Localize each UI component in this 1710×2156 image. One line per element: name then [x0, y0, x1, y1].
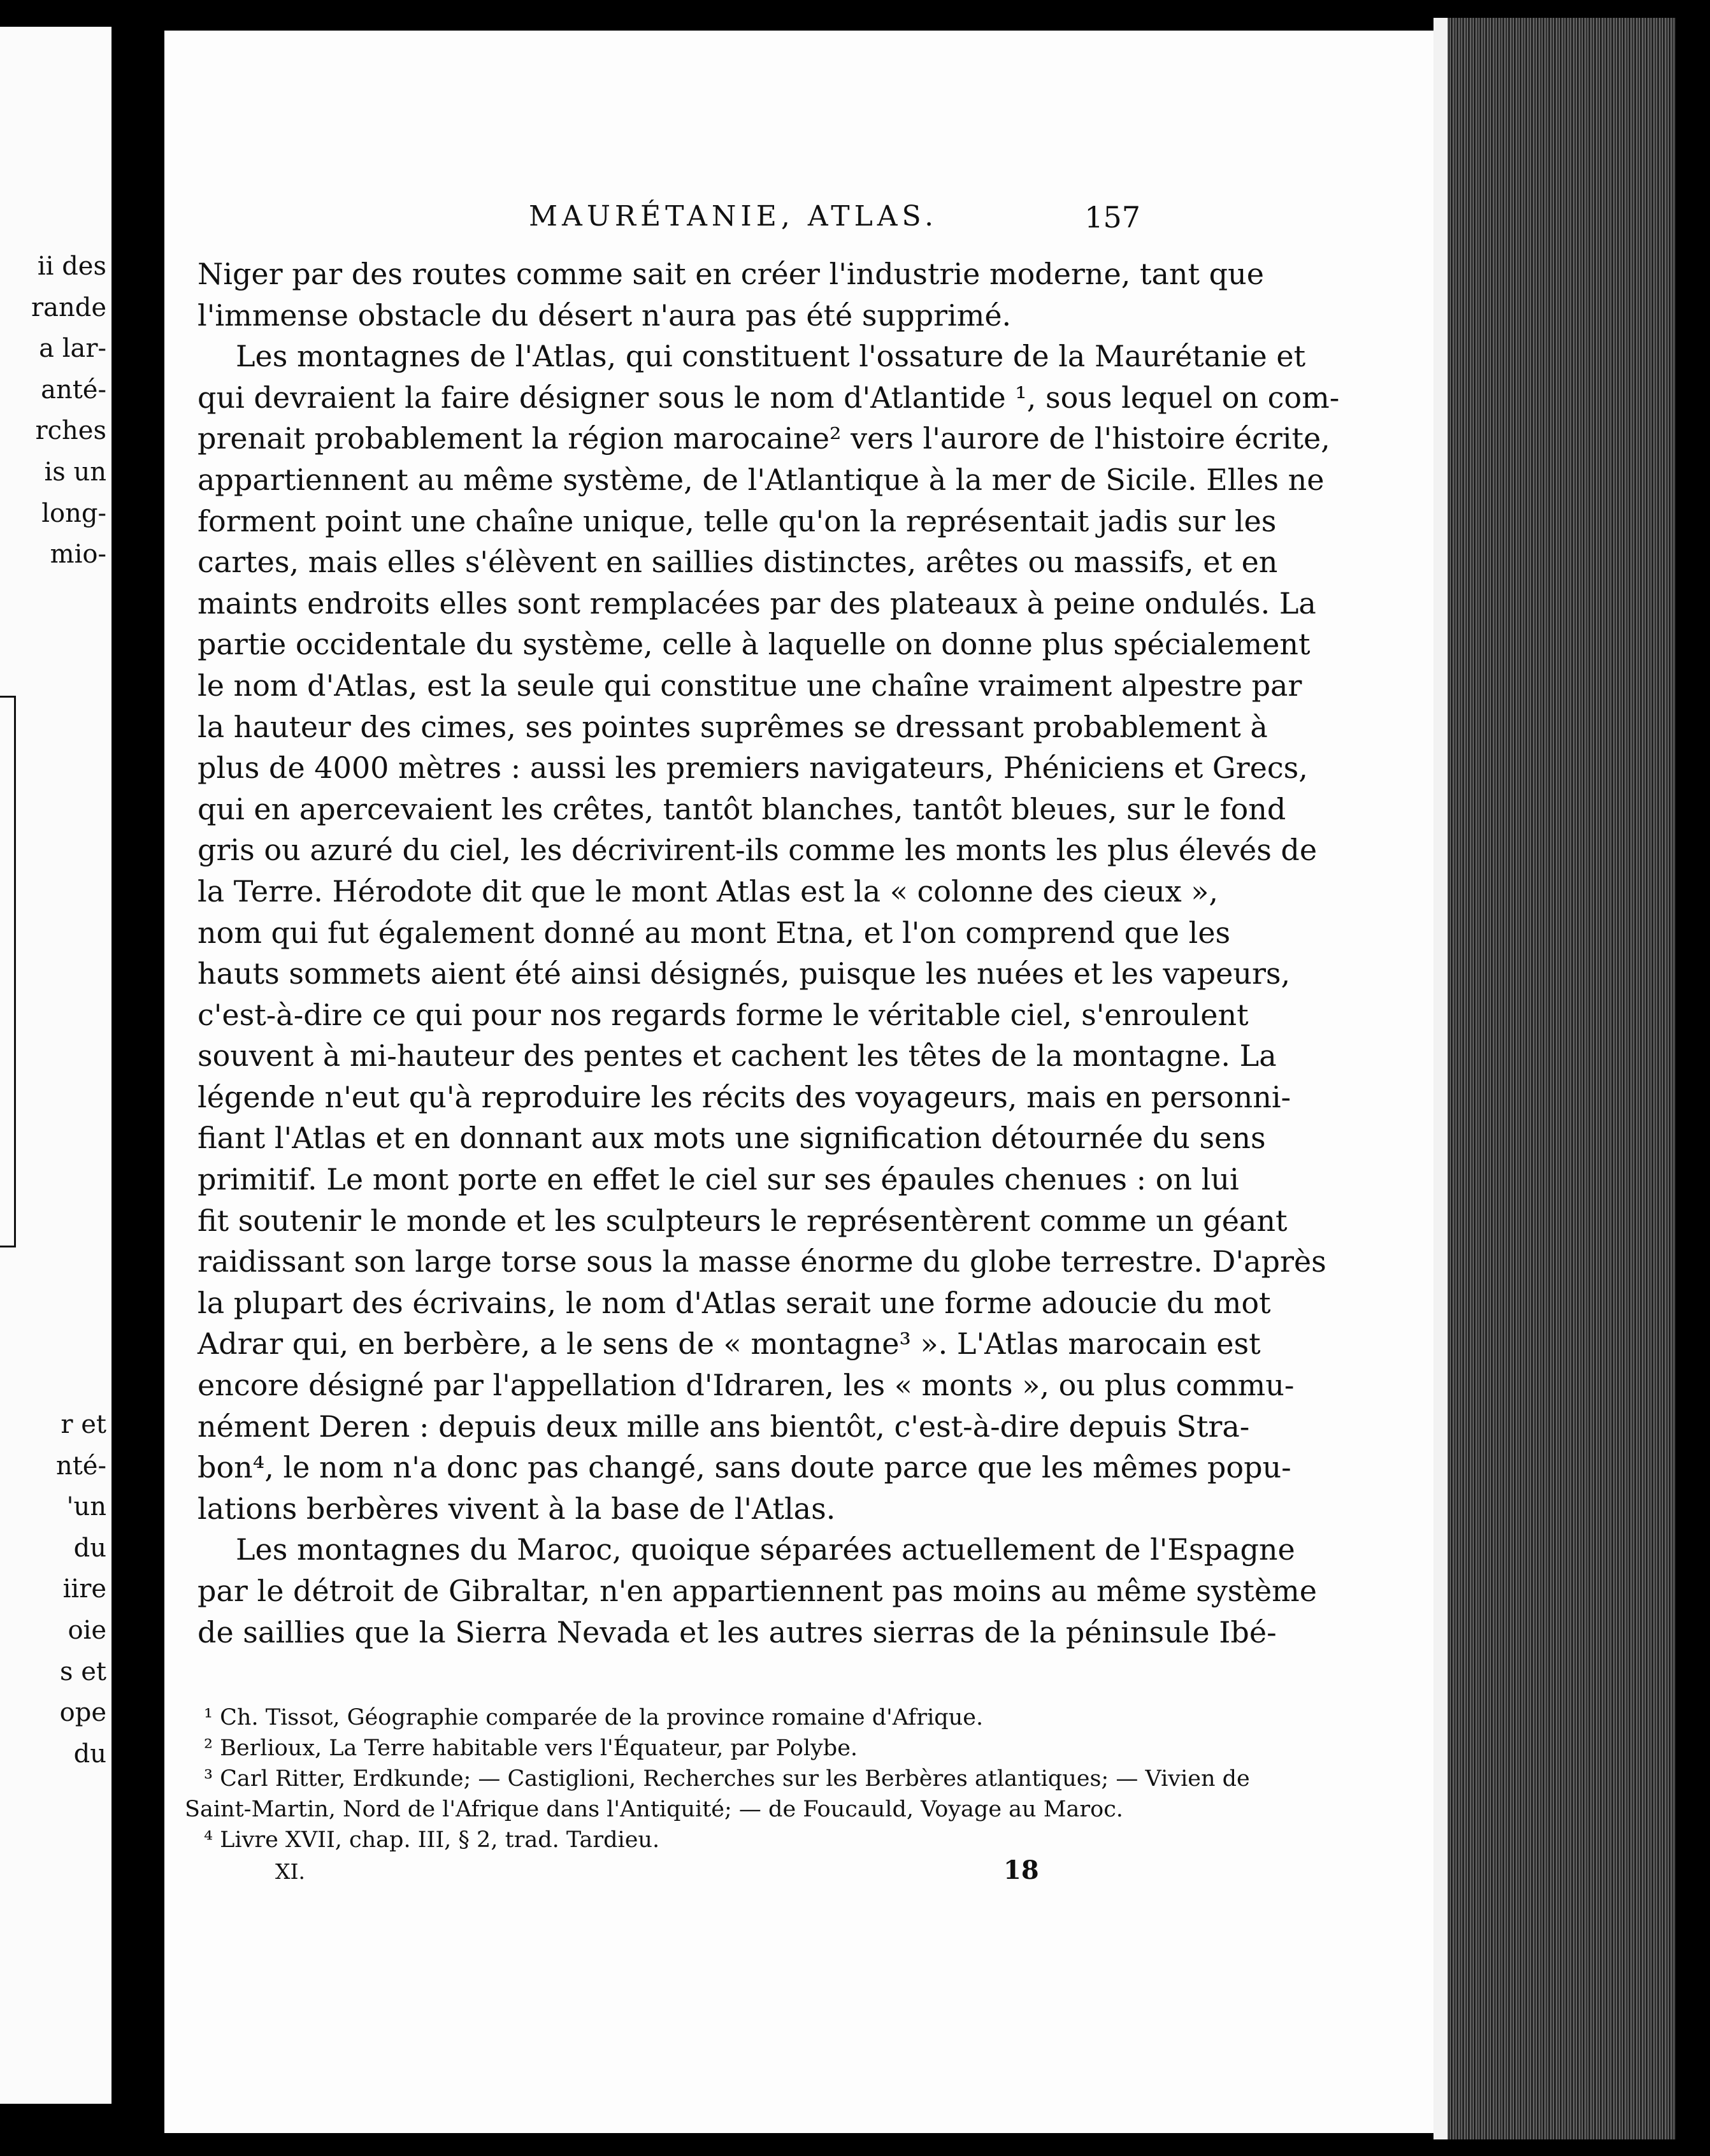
text-line: légende n'eut qu'à reproduire les récits des voyageurs, mais en personni-	[198, 1079, 1291, 1114]
footnote-3-continued: Saint-Martin, Nord de l'Afrique dans l'Antiquité; — de Foucauld, Voyage au Maroc.	[185, 1797, 1123, 1822]
text-line: Les montagnes de l'Atlas, qui constituent l'ossature de la Maurétanie et	[236, 339, 1306, 374]
text-line: par le détroit de Gibraltar, n'en appartiennent pas moins au même système	[198, 1574, 1317, 1608]
text-line: maints endroits elles sont remplacées par des plateaux à peine ondulés. La	[198, 586, 1316, 621]
text-line: qui en apercevaient les crêtes, tantôt blanches, tantôt bleues, sur le fond	[198, 791, 1286, 826]
text-line: qui devraient la faire désigner sous le nom d'Atlantide ¹, sous lequel on com-	[198, 380, 1340, 415]
text-line: hauts sommets aient été ainsi désignés, puisque les nuées et les vapeurs,	[198, 956, 1291, 991]
text-line: Les montagnes du Maroc, quoique séparées actuellement de l'Espagne	[236, 1532, 1295, 1567]
sheet-number: 18	[1003, 1855, 1039, 1885]
footnotes	[185, 1702, 1250, 1855]
facing-page-fragment: is un	[44, 457, 106, 487]
text-line: appartiennent au même système, de l'Atlantique à la mer de Sicile. Elles ne	[198, 462, 1325, 497]
facing-page-fragment: ii des	[37, 252, 106, 281]
facing-page-fragment: 'un	[66, 1492, 106, 1522]
text-line: fit soutenir le monde et les sculpteurs le représentèrent comme un géant	[198, 1203, 1288, 1238]
text-line: la Terre. Hérodote dit que le mont Atlas est la « colonne des cieux »,	[198, 873, 1219, 909]
footnote-4: ⁴ Livre XVII, chap. III, § 2, trad. Tardieu.	[204, 1827, 660, 1853]
text-line: cartes, mais elles s'élèvent en saillies distinctes, arêtes ou massifs, et en	[198, 545, 1278, 580]
text-line: encore désigné par l'appellation d'Idraren, les « monts », ou plus commu-	[198, 1368, 1295, 1403]
text-line: c'est-à-dire ce qui pour nos regards forme le véritable ciel, s'enroulent	[198, 997, 1249, 1032]
facing-page-fragment: nté-	[55, 1451, 106, 1481]
facing-page-fragment: long-	[41, 498, 106, 528]
text-line: raidissant son large torse sous la masse énorme du globe terrestre. D'après	[198, 1244, 1326, 1279]
volume-signature: XI.	[275, 1859, 306, 1884]
text-line: de saillies que la Sierra Nevada et les autres sierras de la péninsule Ibé-	[198, 1614, 1277, 1649]
facing-page-fragment: du	[73, 1533, 106, 1563]
text-line: nément Deren : depuis deux mille ans bientôt, c'est-à-dire depuis Stra-	[198, 1409, 1250, 1444]
facing-page-fragment: a lar-	[39, 334, 106, 364]
running-title: MAURÉTANIE, ATLAS.	[529, 200, 938, 233]
footnote-2: ² Berlioux, La Terre habitable vers l'Équateur, par Polybe.	[204, 1736, 858, 1761]
body-text	[198, 254, 1340, 1653]
text-line: Niger par des routes comme sait en créer l'industrie moderne, tant que	[198, 257, 1264, 291]
text-line: partie occidentale du système, celle à laquelle on donne plus spécialement	[198, 627, 1311, 662]
text-line: Adrar qui, en berbère, a le sens de « montagne³ ». L'Atlas marocain est	[198, 1326, 1261, 1362]
facing-page-fragment: mio-	[50, 540, 106, 570]
facing-page-fragment: ope	[59, 1698, 106, 1728]
facing-page-fragment: rches	[35, 416, 106, 446]
text-line: fiant l'Atlas et en donnant aux mots une signification détournée du sens	[198, 1121, 1266, 1156]
text-line: la hauteur des cimes, ses pointes suprêmes se dressant probablement à	[198, 709, 1268, 744]
page-number: 157	[1084, 200, 1140, 234]
facing-page-fragment: iire	[62, 1574, 106, 1604]
facing-page-rule	[0, 696, 16, 1247]
facing-page-fragment: s et	[60, 1657, 106, 1686]
text-line: nom qui fut également donné au mont Etna, et l'on comprend que les	[198, 915, 1231, 950]
footnote-1: ¹ Ch. Tissot, Géographie comparée de la province romaine d'Afrique.	[204, 1705, 984, 1730]
text-line: plus de 4000 mètres : aussi les premiers navigateurs, Phéniciens et Grecs,	[198, 751, 1308, 786]
text-line: le nom d'Atlas, est la seule qui constitue une chaîne vraiment alpestre par	[198, 668, 1302, 703]
footnote-3: ³ Carl Ritter, Erdkunde; — Castiglioni, Recherches sur les Berbères atlantiques; — Vivien de	[204, 1766, 1250, 1792]
facing-page-fragment: r et	[61, 1410, 106, 1439]
page-stack-edges	[1433, 18, 1676, 2139]
facing-page-edge	[0, 27, 111, 2104]
facing-page-fragment: anté-	[41, 375, 106, 405]
text-line: gris ou azuré du ciel, les décrivirent-ils comme les monts les plus élevés de	[198, 833, 1318, 868]
text-line: l'immense obstacle du désert n'aura pas été supprimé.	[198, 298, 1012, 333]
page-header	[198, 200, 1140, 236]
facing-page-fragment: oie	[68, 1616, 106, 1645]
text-line: souvent à mi-hauteur des pentes et cachent les têtes de la montagne. La	[198, 1038, 1277, 1074]
text-line: lations berbères vivent à la base de l'Atlas.	[198, 1491, 836, 1526]
text-line: la plupart des écrivains, le nom d'Atlas serait une forme adoucie du mot	[198, 1285, 1271, 1320]
facing-page-fragment: du	[73, 1739, 106, 1769]
text-line: primitif. Le mont porte en effet le ciel sur ses épaules chenues : on lui	[198, 1162, 1239, 1197]
facing-page-fragment: rande	[31, 292, 106, 322]
text-line: forment point une chaîne unique, telle qu'on la représentait jadis sur les	[198, 503, 1277, 538]
text-line: bon⁴, le nom n'a donc pas changé, sans doute parce que les mêmes popu-	[198, 1450, 1291, 1485]
text-line: prenait probablement la région marocaine² vers l'aurore de l'histoire écrite,	[198, 421, 1330, 456]
